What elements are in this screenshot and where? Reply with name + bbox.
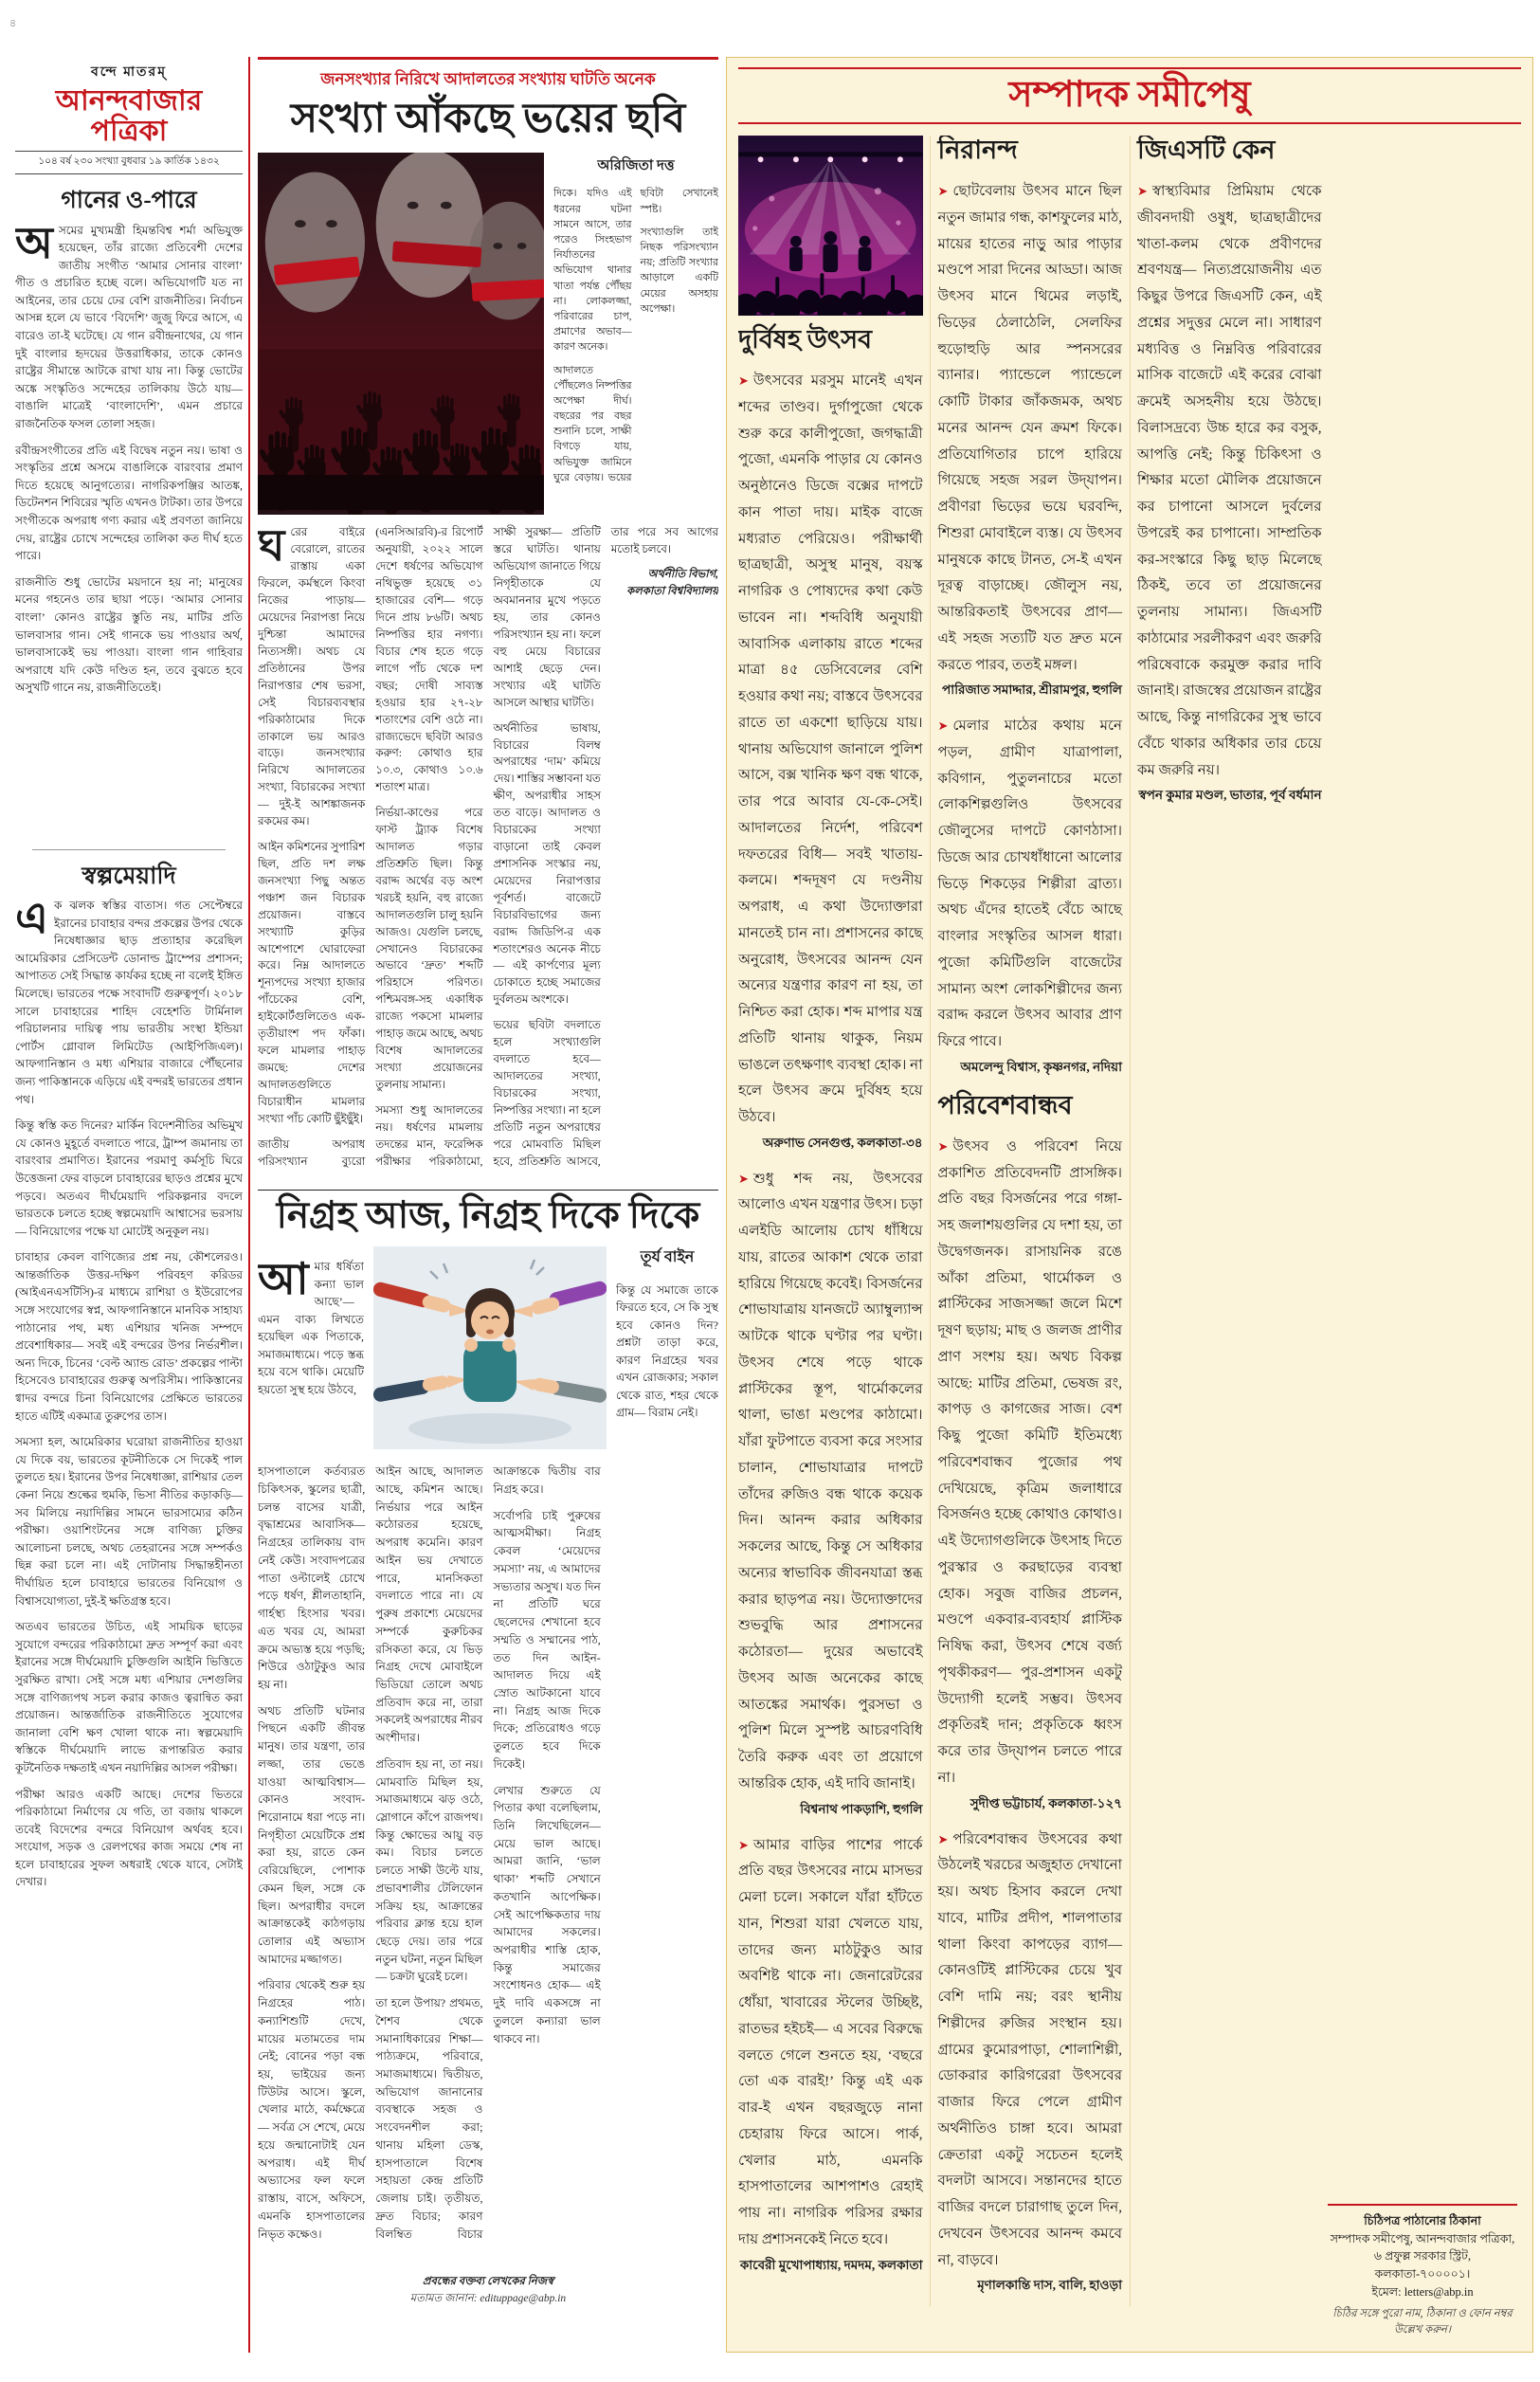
- letter-signature: পারিজাত সমাদ্দার, শ্রীরামপুর, হুগলি: [942, 682, 1122, 698]
- body-paragraph: আইন কমিশনের সুপারিশ ছিল, প্রতি দশ লক্ষ জনসংখ্যা পিছু অন্তত পঞ্চাশ জন বিচারক প্রয়োজন। বাস্তবে সংখ্যাটি কুড়ির আশেপাশে ঘোরাফেরা করে। নিম্ন আদালতে শূন্যপদের সংখ্যা হাজার পাঁচেকের বেশি, হাইকোর্টগুলিতেও এক-তৃতীয়াংশ পদ ফাঁকা। ফলে মামলার পাহাড় জমছে: দেশের আদালতগুলিতে বিচারাধীন মামলার সংখ্যা পাঁচ কোটি ছুঁইছুঁই।: [258, 840, 366, 1125]
- article2-left-column: [258, 1246, 364, 1453]
- editorial-divider: [32, 849, 226, 850]
- editorial-second-title: স্বল্পমেয়াদি: [82, 863, 176, 889]
- letter-marker-icon: ➤: [937, 1138, 949, 1154]
- letter-item: [738, 369, 923, 1153]
- editorial-first-body: [15, 222, 243, 840]
- letter-marker-icon: ➤: [738, 1171, 749, 1186]
- letter-body: ➤ উৎসব ও পরিবেশ নিয়ে প্রকাশিত প্রতিবেদনটি প্রাসঙ্গিক। প্রতি বছর বিসর্জনের পরে গঙ্গা-সহ জলাশয়গুলির যে দশা হয়, তা উদ্বেগজনক। রাসায়নিক রঙে আঁকা প্রতিমা, থার্মোকল ও প্লাস্টিকের সাজসজ্জা জলে মিশে দূষণ ছড়ায়; মাছ ও জলজ প্রাণীর প্রাণ সংশয় হয়। অথচ বিকল্প আছে: মাটির প্রতিমা, ভেষজ রং, কাপড় ও কাগজের সাজ। বেশ কিছু পুজো কমিটি ইতিমধ্যে পরিবেশবান্ধব পুজোর পথ দেখিয়েছে, কৃত্রিম জলাধারে বিসর্জনও হচ্ছে কোথাও কোথাও। এই উদ্যোগগুলিকে উৎসাহ দিতে পুরস্কার ও করছাড়ের ব্যবস্থা হোক। সবুজ বাজির প্রচলন, মণ্ডপে একবার-ব্যবহার্য প্লাস্টিক নিষিদ্ধ করা, উৎসব শেষে বর্জ্য পৃথকীকরণ— পুর-প্রশাসন একটু উদ্যোগী হলেই সম্ভব। উৎসব প্রকৃতিরই দান; প্রকৃতিকে ধ্বংস করে তার উদ্‌যাপন চলতে পারে না। সুদীপ্ত ভট্টাচার্য, কলকাতা-১২৭: [938, 1135, 1123, 1813]
- editorial-first-title: গানের ও-পারে: [61, 188, 197, 213]
- article2-footnote: [258, 2274, 718, 2307]
- letters-address-block: [1328, 2204, 1517, 2338]
- body-paragraph: পরীক্ষা আরও একটি আছে। দেশের ভিতরে পরিকাঠামো নির্মাণের যে গতি, তা বজায় থাকলে তবেই বিদেশের বন্দরে বিনিয়োগ অর্থবহ হবে। সংযোগ, সড়ক ও রেলপথের কাজ সময়ে শেষ না হলে চাবাহারের সুফল অধরাই থেকে যাবে, সেটাই দেখার।: [15, 1787, 243, 1889]
- letter-marker-icon: ➤: [937, 184, 949, 199]
- drop-cap: এ: [15, 897, 48, 942]
- letter-item: [1137, 179, 1322, 805]
- letter-heading: নিরানন্দ: [937, 136, 1018, 164]
- collage-art: [258, 153, 544, 515]
- letter-body: ➤ স্বাস্থ্যবিমার প্রিমিয়াম থেকে জীবনদায়ী ওষুধ, ছাত্রছাত্রীদের খাতা-কলম থেকে প্রবীণদের শ্রবণযন্ত্র— নিত্যপ্রয়োজনীয় এত কিছুর উপরে জিএসটি কেন, এই প্রশ্নের সদুত্তর মেলে না। সাধারণ মধ্যবিত্ত ও নিম্নবিত্ত পরিবারের মাসিক বাজেটে এই করের বোঝা ক্রমেই অসহনীয় হয়ে উঠছে। বিলাসদ্রব্যে উচ্চ হারে কর বসুক, আপত্তি নেই; কিন্তু চিকিৎসা ও শিক্ষার মতো মৌলিক প্রয়োজনে কর চাপানো আসলে দুর্বলের উপরেই কর চাপানো। সাম্প্রতিক কর-সংস্কারে কিছু ছাড় মিলেছে ঠিকই, তবে তা প্রয়োজনের তুলনায় সামান্য। জিএসটি কাঠামোর সরলীকরণ এবং জরুরি পরিষেবাকে করমুক্ত করার দাবি জানাই। রাজস্বের প্রয়োজন রাষ্ট্রের আছে, কিন্তু নাগরিকের সুস্থ ভাবে বেঁচে থাকার অধিকার তার চেয়ে কম জরুরি নয়। স্বপন কুমার মণ্ডল, ভাতার, পূর্ব বর্ধমান: [1137, 179, 1322, 805]
- article1-byline: অরিজিতা দত্ত: [597, 158, 675, 174]
- concert-art: [738, 136, 923, 316]
- body-paragraph: অর্থনীতির ভাষায়, বিচারের বিলম্ব অপরাধের ‘দাম’ কমিয়ে দেয়। শাস্তির সম্ভাবনা যত ক্ষীণ, অপরাধীর সাহস তত বাড়ে। আদালত ও বিচারকের সংখ্যা বাড়ানো তাই কেবল প্রশাসনিক সংস্কার নয়, মেয়েদের নিরাপত্তার পূর্বশর্ত। বাজেটে বিচারবিভাগের জন্য বরাদ্দ জিডিপি-র এক শতাংশেরও অনেক নীচে— এই কার্পণ্যের মূল্য চোকাতে হচ্ছে সমাজের দুর্বলতম অংশকে।: [493, 720, 601, 1007]
- center-section: [258, 57, 718, 2307]
- letter-heading: পরিবেশবান্ধব: [937, 1090, 1073, 1119]
- letter-signature: অমলেন্দু বিশ্বাস, কৃষ্ণনগর, নদিয়া: [960, 1059, 1122, 1074]
- vertical-rule: [248, 57, 250, 2353]
- letter-item: [738, 1833, 923, 2275]
- address-title: চিঠিপত্র পাঠানোর ঠিকানা: [1364, 2213, 1481, 2227]
- body-paragraph: সর্বোপরি চাই পুরুষের আত্মসমীক্ষা। নিগ্রহ কেবল ‘মেয়েদের সমস্যা’ নয়, এ আমাদের সভ্যতার অসুখ। যত দিন না প্রতিটি ঘরে ছেলেদের শেখানো হবে সম্মতি ও সম্মানের পাঠ, তত দিন আইন-আদালত দিয়ে এই স্রোত আটকানো যাবে না। নিগ্রহ আজ দিকে দিকে; প্রতিরোধও গড়ে তুলতে হবে দিকে দিকেই।: [493, 1508, 601, 1771]
- address-line: সম্পাদক সমীপেষু, আনন্দবাজার পত্রিকা,: [1330, 2231, 1515, 2246]
- letter-item: [938, 714, 1123, 1077]
- editorial-second: [15, 864, 243, 2300]
- letter-marker-icon: ➤: [738, 1837, 749, 1852]
- article2-right-column: [616, 1246, 718, 1453]
- article1-author-affiliation: অর্থনীতি বিভাগ, কলকাতা বিশ্ববিদ্যালয়: [626, 569, 718, 597]
- harassment-illustration: [373, 1246, 607, 1449]
- article2-headline: নিগ্রহ আজ, নিগ্রহ দিকে দিকে: [276, 1195, 700, 1237]
- body-paragraph: অতএব ভারতের উচিত, এই সাময়িক ছাড়ের সুযোগে বন্দরের পরিকাঠামো দ্রুত সম্পূর্ণ করা এবং ইরানের সঙ্গে দীর্ঘমেয়াদি চুক্তিগুলি আইনি ভিত্তিতে সুরক্ষিত রাখা। সেই সঙ্গে মধ্য এশিয়ার দেশগুলির সঙ্গে বাণিজ্যপথ সচল করার কাজও ত্বরান্বিত করা প্রয়োজন। আন্তর্জাতিক রাজনীতিতে সুযোগের জানালা বেশি ক্ষণ খোলা থাকে না। স্বল্পমেয়াদি স্বস্তিকে দীর্ঘমেয়াদি লাভে রূপান্তরিত করার কূটনৈতিক দক্ষতাই এখন নয়াদিল্লির আসল পরীক্ষা।: [15, 1620, 243, 1774]
- body-paragraph: রাজনীতি শুধু ভোটের ময়দানে হয় না; মানুষের মনের গহনেও তার ছায়া পড়ে। ‘আমার সোনার বাংলা’ কোনও রাষ্ট্রের স্তুতি নয়, মাটির প্রতি ভালবাসার গান। সেই গানকে ভয় পাওয়ার অর্থ, ভালবাসাকেই ভয় পাওয়া। বাংলা গান গাহিবার অপরাধে যদি কেউ দণ্ডিত হন, তবে বুঝতে হবে অসুখটি গানে নয়, রাজনীতিতেই।: [15, 574, 243, 695]
- letters-section-title: সম্পাদক সমীপেষু: [738, 67, 1521, 124]
- masthead: [15, 61, 243, 174]
- drop-cap: অ: [15, 221, 53, 267]
- article1-body: [258, 524, 718, 1178]
- body-paragraph: রবীন্দ্রসংগীতের প্রতি এই বিদ্বেষ নতুন নয়। ভাষা ও সংস্কৃতির প্রশ্নে অসমে বাঙালিকে বারংবার প্রমাণ দিতে হয়েছে আনুগত্যের। নাগরিকপঞ্জির আতঙ্ক, ডিটেনশন শিবিরের স্মৃতি এখনও টাটকা। তার উপরে সংগীতকে অপরাধ গণ্য করার এই প্রবণতা জানিয়ে দেয়, রাষ্ট্রের চোখে সন্দেহের তালিকা কত দীর্ঘ হতে পারে।: [15, 443, 243, 563]
- body-paragraph: সমস্যা হল, আমেরিকার ঘরোয়া রাজনীতির হাওয়া যে দিকে বয়, ভারতের কূটনীতিকে সে দিকেই পাল তুলতে হয়। ইরানের উপর নিষেধাজ্ঞা, রাশিয়ার তেল কেনা নিয়ে শুল্কের হুমকি, ভিসা নীতির কড়াকড়ি— সব মিলিয়ে নয়াদিল্লির সামনে ভারসাম্যের কঠিন পরীক্ষা। ওয়াশিংটনের সঙ্গে বাণিজ্য চুক্তির আলোচনা চলছে, অথচ তেহরানের সঙ্গে সম্পর্কও ছিন্ন করা চলে না। এই দোটানায় সিদ্ধান্তহীনতা দীর্ঘায়িত হলে চাবাহারে ভারতের বিনিয়োগ ও বিশ্বাসযোগ্যতা, দুই-ই ক্ষতিগ্রস্ত হবে।: [15, 1435, 243, 1608]
- letter-body: ➤ উৎসবের মরসুম মানেই এখন শব্দের তাণ্ডব। দুর্গাপুজো থেকে শুরু করে কালীপুজো, জগদ্ধাত্রী পুজো, এমনকি পাড়ার যে কোনও অনুষ্ঠানেও ডিজে বক্সের দাপটে কান পাতা দায়। মাইক বাজে মধ্যরাত পেরিয়েও। পরীক্ষার্থী ছাত্রছাত্রী, অসুস্থ মানুষ, বয়স্ক নাগরিক ও পোষ্যদের কথা কেউ ভাবেন না। শব্দবিধি অনুযায়ী আবাসিক এলাকায় রাতে শব্দের মাত্রা ৪৫ ডেসিবেলের বেশি হওয়ার কথা নয়; বাস্তবে উৎসবের রাতে তা একশো ছাড়িয়ে যায়। থানায় অভিযোগ জানালে পুলিশ আসে, বক্স খানিক ক্ষণ বন্ধ থাকে, তার পরে আবার যে-কে-সেই। আদালতের নির্দেশ, পরিবেশ দফতরের বিধি— সবই খাতায়-কলমে। শব্দদূষণ যে দণ্ডনীয় অপরাধ, এ কথা উদ্যোক্তারা মানতেই চান না। প্রশাসনের কাছে অনুরোধ, উৎসবের আনন্দ যেন অন্যের যন্ত্রণার কারণ না হয়, তা নিশ্চিত করা হোক। শব্দ মাপার যন্ত্র প্রতিটি থানায় থাকুক, নিয়ম ভাঙলে তৎক্ষণাৎ ব্যবস্থা হোক। না হলে উৎসব ক্রমে দুর্বিষহ হয়ে উঠবে। অরুণাভ সেনগুপ্ত, কলকাতা-৩৪: [738, 369, 923, 1153]
- letter-marker-icon: ➤: [937, 1831, 949, 1846]
- body-paragraph: দিকে। যদিও এই ধরনের ঘটনা সামনে আসে, তার পরেও সিংহভাগ নির্যাতনের অভিযোগ থানার খাতা পর্যন্ত পৌঁছয় না। লোকলজ্জা, পরিবারের চাপ, প্রমাণের অভাব— কারণ অনেক।: [553, 188, 632, 354]
- body-paragraph: প্রতিবাদ হয় না, তা নয়। মোমবাতি মিছিল হয়, সমাজমাধ্যমে ঝড় ওঠে, স্লোগানে কাঁপে রাজপথ। কিন্তু ক্ষোভের আয়ু বড় কম। বিচার চলতে চলতে সাক্ষী উল্টে যায়, প্রভাবশালীর টেলিফোন সক্রিয় হয়, আক্রান্তের পরিবার ক্লান্ত হয়ে হাল ছেড়ে দেয়। তার পরে নতুন ঘটনা, নতুন মিছিল— চক্রটা ঘুরেই চলে।: [375, 1756, 483, 1984]
- body-paragraph: কিন্তু স্বস্তি কত দিনের? মার্কিন বিদেশনীতির অভিমুখ যে কোনও মুহূর্তে বদলাতে পারে, ট্রাম্প জমানায় তা বারংবার প্রমাণিত। ইরানের পরমাণু কর্মসূচি ঘিরে উত্তেজনা ফের বাড়লে চাবাহারের ছাড়ও প্রশ্নের মুখে পড়বে। অতএব দীর্ঘমেয়াদি পরিকল্পনার বদলে ভারতকে চলতে হচ্ছে স্বল্পমেয়াদি আশ্বাসের ভরসায়— বিনিয়োগের পক্ষে যা মোটেই অনুকূল নয়।: [15, 1118, 243, 1238]
- article-divider: [258, 1190, 718, 1191]
- letter-item: [938, 1135, 1123, 1813]
- body-paragraph: আদালতে পৌঁছলেও নিষ্পত্তির অপেক্ষা দীর্ঘ। বছরের পর বছর শুনানি চলে, সাক্ষী বিগড়ে যায়, অভিযুক্ত জামিনে ঘুরে বেড়ায়। ভয়ের ছবিটা সেখানেই স্পষ্ট।: [553, 188, 718, 483]
- letter-body: ➤ পরিবেশবান্ধব উৎসবের কথা উঠলেই খরচের অজুহাত দেখানো হয়। অথচ হিসাব করলে দেখা যাবে, মাটির প্রদীপ, শালপাতার থালা কিংবা কাপড়ের ব্যাগ— কোনওটিই প্লাস্টিকের চেয়ে খুব বেশি দামি নয়; বরং স্থানীয় শিল্পীদের রুজির সংস্থান হয়। গ্রামের কুমোরপাড়া, শোলাশিল্পী, ডোকরার কারিগরেরা উৎসবের বাজার ফিরে পেলে গ্রামীণ অর্থনীতিও চাঙ্গা হবে। আমরা ক্রেতারা একটু সচেতন হলেই বদলটা আসবে। সন্তানদের হাতে বাজির বদলে চারাগাছ তুলে দিন, দেখবেন উৎসবের আনন্দ কমবে না, বাড়বে। মৃণালকান্তি দাস, বালি, হাওড়া: [938, 1827, 1123, 2296]
- drop-cap: আ: [258, 1255, 309, 1304]
- letter-signature: সুদীপ্ত ভট্টাচার্য, কলকাতা-১২৭: [969, 1795, 1122, 1810]
- letter-signature: মৃণালকান্তি দাস, বালি, হাওড়া: [977, 2278, 1122, 2293]
- article2-body: [258, 1463, 718, 2266]
- letter-body: ➤ ছোটবেলায় উৎসব মানে ছিল নতুন জামার গন্ধ, কাশফুলের মাঠ, মায়ের হাতের নাড়ু আর পাড়ার মণ্ডপে সারা দিনের আড্ডা। আজ উৎসব মানে থিমের লড়াই, ভিড়ের ঠেলাঠেলি, সেলফির হুড়োহুড়ি আর স্পনসরের ব্যানার। প্যান্ডেলে প্যান্ডেলে কোটি টাকার জাঁকজমক, অথচ মনের আনন্দ যেন ক্রমশ ফিকে। প্রতিযোগিতার চাপে হারিয়ে গিয়েছে সহজ সরল উদ্‌যাপন। প্রবীণরা ভিড়ের ভয়ে ঘরবন্দি, শিশুরা মোবাইলে ব্যস্ত। যে উৎসব মানুষকে কাছে টানত, সে-ই এখন দূরত্ব বাড়াচ্ছে। জৌলুস নয়, আন্তরিকতাই উৎসবের প্রাণ— এই সহজ সত্যটি যত দ্রুত মনে করতে পারব, ততই মঙ্গল। পারিজাত সমাদ্দার, শ্রীরামপুর, হুগলি: [938, 179, 1123, 700]
- letter-item: [938, 179, 1123, 700]
- body-paragraph: নির্ভয়া-কাণ্ডের পরে ফাস্ট ট্র্যাক বিশেষ আদালত গড়ার প্রতিশ্রুতি ছিল। কিন্তু বরাদ্দ অর্থের বড় অংশ খরচই হয়নি, বহু রাজ্যে আদালতগুলি চালু হয়নি আজও। যেগুলি চলছে, সেখানেও বিচারকের অভাবে ‘দ্রুত’ শব্দটি পরিহাসে পরিণত। পশ্চিমবঙ্গ-সহ একাধিক রাজ্যে পকসো মামলার পাহাড় জমে আছে, অথচ বিশেষ আদালতের সংখ্যা প্রয়োজনের তুলনায় সামান্য।: [375, 806, 483, 1091]
- article2-byline: তূর্য বাইন: [640, 1249, 695, 1266]
- article1-headline: সংখ্যা আঁকছে ভয়ের ছবি: [290, 97, 686, 141]
- editorial-second-body: [15, 897, 243, 2300]
- article1-side-text: [553, 186, 718, 512]
- letter-heading: জিএসটি কেন: [1137, 136, 1276, 164]
- body-paragraph: আইন আছে, আদালত আছে, কমিশন আছে। নির্ভয়ার পরে আইন কঠোরতর হয়েছে, অপরাধ কমেনি। কারণ আইন ভয় দেখাতে পারে, মানসিকতা বদলাতে পারে না। যে পুরুষ প্রকাশ্যে মেয়েদের সম্পর্কে কুরুচিকর রসিকতা করে, যে ভিড় নিগ্রহ দেখে মোবাইলে ভিডিয়ো তোলে অথচ প্রতিবাদ করে না, তারা সকলেই অপরাধের নীরব অংশীদার।: [375, 1464, 483, 1745]
- address-email: ইমেল: letters@abp.in: [1371, 2284, 1474, 2299]
- article1-top-row: [258, 153, 718, 515]
- address-line: ৬ প্রফুল্ল সরকার স্ট্রিট, কলকাতা-৭০০০০১।: [1373, 2249, 1472, 2281]
- letter-item: [738, 1167, 923, 1819]
- footnote-contact-email: মতামত জানান: edituppage@abp.in: [409, 2292, 567, 2304]
- body-paragraph: লেখার শুরুতে যে পিতার কথা বলেছিলাম, তিনি লিখেছিলেন— মেয়ে ভাল আছে। আমরা জানি, ‘ভাল থাকা’ শব্দটি সেখানে কতখানি আপেক্ষিক। সেই আপেক্ষিকতার দায় আমাদের সকলের। অপরাধীর শাস্তি হোক, কিন্তু সমাজের সংশোধনও হোক— এই দুই দাবি একসঙ্গে না তুললে কন্যারা ভাল থাকবে না।: [493, 1783, 601, 2046]
- page-marker: ৪: [9, 18, 17, 29]
- body-paragraph: অসমের মুখ্যমন্ত্রী হিমন্তবিশ্ব শর্মা অভিযুক্ত হয়েছেন, তাঁর রাজ্যে প্রতিবেশী দেশের জাতীয় সংগীত ‘আমার সোনার বাংলা’ গীত ও প্রচারিত হচ্ছে বলে। অভিযোগটি যত না আইনের, তার চেয়ে ঢের বেশি রাজনীতির। নির্বাচন আসন্ন হলে যে ভাবে ‘বিদেশি’ জুজু ফিরে আসে, এ বারেও তা-ই ঘটেছে। যে গান রবীন্দ্রনাথের, যে গান দুই বাংলার হৃদয়ের উত্তরাধিকার, তাকে কোনও রাষ্ট্রের সীমান্তে আটকে রাখা যায় না। কিন্তু ভোটের অঙ্কে সংস্কৃতিও সন্দেহের তালিকায় উঠে যায়— বাঙালি মাত্রেই ‘বাংলাদেশি’, এমন প্রচারে রাজনৈতিক ফসল তোলা সহজ।: [15, 221, 243, 431]
- body-paragraph: অথচ প্রতিটি ঘটনার পিছনে একটি জীবন্ত মানুষ। তার যন্ত্রণা, তার লজ্জা, তার ভেঙে যাওয়া আত্মবিশ্বাস— কোনও সংবাদ-শিরোনামে ধরা পড়ে না। নিগৃহীতা মেয়েটিকে প্রশ্ন করা হয়, রাতে কেন বেরিয়েছিলে, পোশাক কেমন ছিল, সঙ্গে কে ছিল। অপরাধীর বদলে আক্রান্তকেই কাঠগড়ায় তোলার এই অভ্যাস আমাদের মজ্জাগত।: [258, 1703, 366, 1966]
- letter-marker-icon: ➤: [937, 718, 949, 734]
- letter-signature: স্বপন কুমার মণ্ডল, ভাতার, পূর্ব বর্ধমান: [1138, 788, 1322, 803]
- body-paragraph: চাবাহার কেবল বাণিজ্যের প্রশ্ন নয়, কৌশলেরও। আন্তর্জাতিক উত্তর-দক্ষিণ পরিবহণ করিডর (আইএনএসটিসি)-র মাধ্যমে রাশিয়া ও ইউরোপের সঙ্গে সংযোগের স্বপ্ন, আফগানিস্তানে মানবিক সাহায্য পাঠানোর পথ, মধ্য এশিয়ার খনিজ সম্পদে প্রবেশাধিকার— সবই এই বন্দরের উপর নির্ভরশীল। অন্য দিকে, চিনের ‘বেল্ট অ্যান্ড রোড’ প্রকল্পের পাল্টা হিসেবেও চাবাহারের গুরুত্ব অপরিসীম। পাকিস্তানের গ্বাদর বন্দরে চিনা বিনিয়োগের প্রেক্ষিতে ভারতের হাতে এটিই একমাত্র তুরুপের তাস।: [15, 1250, 243, 1423]
- letter-marker-icon: ➤: [738, 373, 749, 389]
- footnote-disclaimer: প্রবন্ধের বক্তব্য লেখকের নিজস্ব: [422, 2276, 554, 2288]
- protest-collage-image: [258, 153, 544, 515]
- letter-signature: বিশ্বনাথ পাকড়াশি, হুগলি: [800, 1801, 923, 1816]
- body-paragraph: জাতীয় অপরাধ পরিসংখ্যান ব্যুরো (এনসিআরবি)-র রিপোর্ট অনুযায়ী, ২০২২ সালে দেশে ধর্ষণের অভিযোগ নথিভুক্ত হয়েছে ৩১ হাজারের বেশি— গড়ে দিনে প্রায় ৮৬টি। অথচ নিষ্পত্তির হার নগণ্য। বিচার শেষ হতে গড়ে লাগে পাঁচ থেকে দশ বছর; দোষী সাব্যস্ত হওয়ার হার ২৭-২৮ শতাংশের বেশি ওঠে না। রাজ্যভেদে ছবিটা আরও করুণ: কোথাও হার ১০.৩, কোথাও ১০.৬ শতাংশ মাত্র।: [258, 525, 483, 1168]
- illustration-art: [373, 1246, 607, 1449]
- article1-kicker: জনসংখ্যার নিরিখে আদালতের সংখ্যায় ঘাটতি অনেক: [320, 70, 656, 88]
- left-rail: [15, 61, 243, 2300]
- masthead-slogan: বন্দে মাতরম্: [91, 65, 167, 80]
- letter-marker-icon: ➤: [1137, 184, 1148, 199]
- body-paragraph: আমার ধর্ষিতা কন্যা ভাল আছে’— এমন বাক্য লিখতে হয়েছিল এক পিতাকে, সমাজমাধ্যমে। পড়ে স্তব্ধ হয়ে বসে থাকি। মেয়েটি হয়তো সুস্থ হয়ে উঠবে,: [258, 1255, 364, 1396]
- letter-body: ➤ মেলার মাঠের কথায় মনে পড়ল, গ্রামীণ যাত্রাপালা, কবিগান, পুতুলনাচের মতো লোকশিল্পগুলিও উৎসবের জৌলুসের দাপটে কোণঠাসা। ডিজে আর চোখধাঁধানো আলোর ভিড়ে শিকড়ের শিল্পীরা ব্রাত্য। অথচ এঁদের হাতেই বেঁচে আছে বাংলার সংস্কৃতির আসল ধারা। পুজো কমিটিগুলি বাজেটের সামান্য অংশ লোকশিল্পীদের জন্য বরাদ্দ করলে উৎসব আবার প্রাণ ফিরে পাবে। অমলেন্দু বিশ্বাস, কৃষ্ণনগর, নদিয়া: [938, 714, 1123, 1077]
- letter-signature: কাবেরী মুখোপাধ্যায়, দমদম, কলকাতা: [739, 2257, 923, 2272]
- body-paragraph: কিন্তু যে সমাজে তাকে ফিরতে হবে, সে কি সুস্থ হবে কোনও দিন? প্রশ্নটা তাড়া করে, কারণ নিগ্রহের খবর এখন রোজকার; সকাল থেকে রাত, শহর থেকে গ্রাম— বিরাম নেই।: [616, 1282, 718, 1420]
- body-paragraph: হাসপাতালে কর্তব্যরত চিকিৎসক, স্কুলের ছাত্রী, চলন্ত বাসের যাত্রী, বৃদ্ধাশ্রমের আবাসিক— নিগ্রহের তালিকায় বাদ নেই কেউ। সংবাদপত্রের পাতা ওল্টালেই চোখে পড়ে ধর্ষণ, শ্লীলতাহানি, গার্হস্থ্য হিংসার খবর। এত খবর যে, আমরা ক্রমে অভ্যস্ত হয়ে পড়ছি; শিউরে ওঠাটুকুও আর হয় না।: [258, 1464, 366, 1691]
- newspaper-title: আনন্দবাজার পত্রিকা: [55, 85, 203, 147]
- article2-top-row: [258, 1246, 718, 1453]
- body-paragraph: ঘরের বাইরে বেরোলে, রাতের রাস্তায় একা ফিরলে, কর্মস্থলে কিংবা নিজের পাড়ায়— মেয়েদের নিরাপত্তা নিয়ে দুশ্চিন্তা আমাদের নিত্যসঙ্গী। অথচ যে প্রতিষ্ঠানের উপর নিরাপত্তার শেষ ভরসা, সেই বিচারব্যবস্থার পরিকাঠামোর দিকে তাকালে ভয় আরও বাড়ে। জনসংখ্যার নিরিখে আদালতের সংখ্যা, বিচারকের সংখ্যা— দুই-ই আশঙ্কাজনক রকমের কম।: [258, 524, 366, 828]
- top-red-rule: [258, 57, 718, 60]
- body-paragraph: এক ঝলক স্বস্তির বাতাস। গত সেপ্টেম্বরে ইরানের চাবাহার বন্দর প্রকল্পের উপর থেকে নিষেধাজ্ঞার ছাড় প্রত্যাহার করেছিল আমেরিকার প্রেসিডেন্ট ডোনাল্ড ট্রাম্পের প্রশাসন; আপাতত সেই সিদ্ধান্ত কার্যকর হচ্ছে না বলেই ইঙ্গিত মিলেছে। ভারতের পক্ষে সংবাদটি গুরুত্বপূর্ণ। ২০১৮ সালে চাবাহারের শাহিদ বেহেশতি টার্মিনাল পরিচালনার দায়িত্ব পায় ভারতীয় সংস্থা ইন্ডিয়া পোর্টস গ্লোবাল লিমিটেড (আইপিজিএল)। আফগানিস্তান ও মধ্য এশিয়ার বাজারে পৌঁছনোর জন্য পাকিস্তানকে এড়িয়ে এই বন্দরই ভারতের প্রধান পথ।: [15, 897, 243, 1106]
- letter-item: [938, 1827, 1123, 2296]
- letters-columns: [738, 136, 1521, 2306]
- address-note: চিঠির সঙ্গে পুরো নাম, ঠিকানা ও ফোন নম্বর উল্লেখ করুন।: [1332, 2307, 1513, 2336]
- letter-body: ➤ শুধু শব্দ নয়, উৎসবের আলোও এখন যন্ত্রণার উৎস। চড়া এলইডি আলোয় চোখ ধাঁধিয়ে যায়, রাতের আকাশ থেকে তারা হারিয়ে গিয়েছে কবেই। বিসর্জনের শোভাযাত্রায় যানজটে অ্যাম্বুল্যান্স আটকে থাকে ঘণ্টার পর ঘণ্টা। উৎসব শেষে পড়ে থাকে প্লাস্টিকের স্তূপ, থার্মোকলের থালা, ভাঙা মণ্ডপের কাঠামো। যাঁরা ফুটপাতে ব্যবসা করে সংসার চালান, শোভাযাত্রার দাপটে তাঁদের রুজিও বন্ধ থাকে কয়েক দিন। আনন্দ করার অধিকার সকলের আছে, কিন্তু সে অধিকার অন্যের স্বাভাবিক জীবনযাত্রা স্তব্ধ করার ছাড়পত্র নয়। উদ্যোক্তাদের শুভবুদ্ধি আর প্রশাসনের কঠোরতা— দুয়ের অভাবেই উৎসব আজ অনেকের কাছে আতঙ্কের সমার্থক। পুরসভা ও পুলিশ মিলে সুস্পষ্ট আচরণবিধি তৈরি করুক এবং তা প্রয়োগে আন্তরিক হোক, এই দাবি জানাই। বিশ্বনাথ পাকড়াশি, হুগলি: [738, 1167, 923, 1819]
- letter-signature: অরুণাভ সেনগুপ্ত, কলকাতা-৩৪: [762, 1135, 923, 1150]
- body-paragraph: ভয়ের ছবিটা বদলাতে হলে সংখ্যাগুলি বদলাতে হবে— আদালতের সংখ্যা, বিচারকের সংখ্যা, নিষ্পত্তির সংখ্যা। না হলে প্রতিটি নতুন অপরাধের পরে মোমবাতি মিছিল হবে, প্রতিশ্রুতি আসবে, তার পরে সব আগের মতোই চলবে।: [493, 525, 718, 1168]
- body-paragraph: সংখ্যাগুলি তাই নিছক পরিসংখ্যান নয়; প্রতিটি সংখ্যার আড়ালে একটি মেয়ের অসহায় অপেক্ষা।: [640, 226, 718, 315]
- letters-to-editor-box: [726, 57, 1533, 2353]
- masthead-dateline: ১০৪ বর্ষ ২৩০ সংখ্যা বুধবার ১৯ কার্তিক ১৪৩২: [15, 151, 243, 174]
- letter-heading: দুর্বিষহ উৎসব: [738, 325, 873, 354]
- body-paragraph: তা হলে উপায়? প্রথমত, শৈশব থেকে সমানাধিকারের শিক্ষা— পাঠ্যক্রমে, পরিবারে, সমাজমাধ্যমে। দ্বিতীয়ত, অভিযোগ জানানোর ব্যবস্থাকে সহজ ও সংবেদনশীল করা; থানায় মহিলা ডেস্ক, হাসপাতালে বিশেষ সহায়তা কেন্দ্র প্রতিটি জেলায় চাই। তৃতীয়ত, দ্রুত বিচার; কারণ বিলম্বিত বিচার আক্রান্তকে দ্বিতীয় বার নিগ্রহ করে।: [375, 1464, 601, 2241]
- concert-photo: [738, 136, 923, 316]
- body-paragraph: পরিবার থেকেই শুরু হয় নিগ্রহের পাঠ। কন্যাশিশুটি দেখে, মায়ের মতামতের দাম নেই; বোনের পড়া বন্ধ হয়, ভাইয়ের জন্য টিউটর আসে। স্কুলে, খেলার মাঠে, কর্মক্ষেত্রে— সর্বত্র সে শেখে, মেয়ে হয়ে জন্মানোটাই যেন অপরাধ। এই দীর্ঘ অভ্যাসের ফল ফলে রাস্তায়, বাসে, অফিসে, এমনকি হাসপাতালের নিভৃত কক্ষেও।: [258, 1978, 366, 2241]
- letter-body: ➤ আমার বাড়ির পাশের পার্কে প্রতি বছর উৎসবের নামে মাসভর মেলা চলে। সকালে যাঁরা হাঁটতে যান, শিশুরা যারা খেলতে যায়, তাদের জন্য মাঠটুকুও আর অবশিষ্ট থাকে না। জেনারেটরের ধোঁয়া, খাবারের স্টলের উচ্ছিষ্ট, রাতভর হইচই— এ সবের বিরুদ্ধে বলতে গেলে শুনতে হয়, ‘বছরে তো এক বারই!’ কিন্তু এই এক বার-ই এখন বছরজুড়ে নানা চেহারায় ফিরে আসে। পার্ক, খেলার মাঠ, এমনকি হাসপাতালের আশপাশও রেহাই পায় না। নাগরিক পরিসর রক্ষার দায় প্রশাসনকেই নিতে হবে। কাবেরী মুখোপাধ্যায়, দমদম, কলকাতা: [738, 1833, 923, 2275]
- article1-side-columns: [553, 153, 718, 515]
- drop-cap: ঘ: [258, 524, 285, 571]
- body-paragraph: সমস্যা শুধু আদালতের নয়। ধর্ষণের মামলায় তদন্তের মান, ফরেন্সিক পরীক্ষার পরিকাঠামো, সাক্ষী সুরক্ষা— প্রতিটি স্তরে ঘাটতি। থানায় অভিযোগ জানাতে গিয়ে নিগৃহীতাকে যে অবমাননার মুখে পড়তে হয়, তার কোনও পরিসংখ্যান হয় না। ফলে বহু মেয়ে বিচারের আশাই ছেড়ে দেন। সংখ্যার এই ঘাটতি আসলে আস্থার ঘাটতি।: [375, 525, 601, 1168]
- editorial-first: [15, 188, 243, 840]
